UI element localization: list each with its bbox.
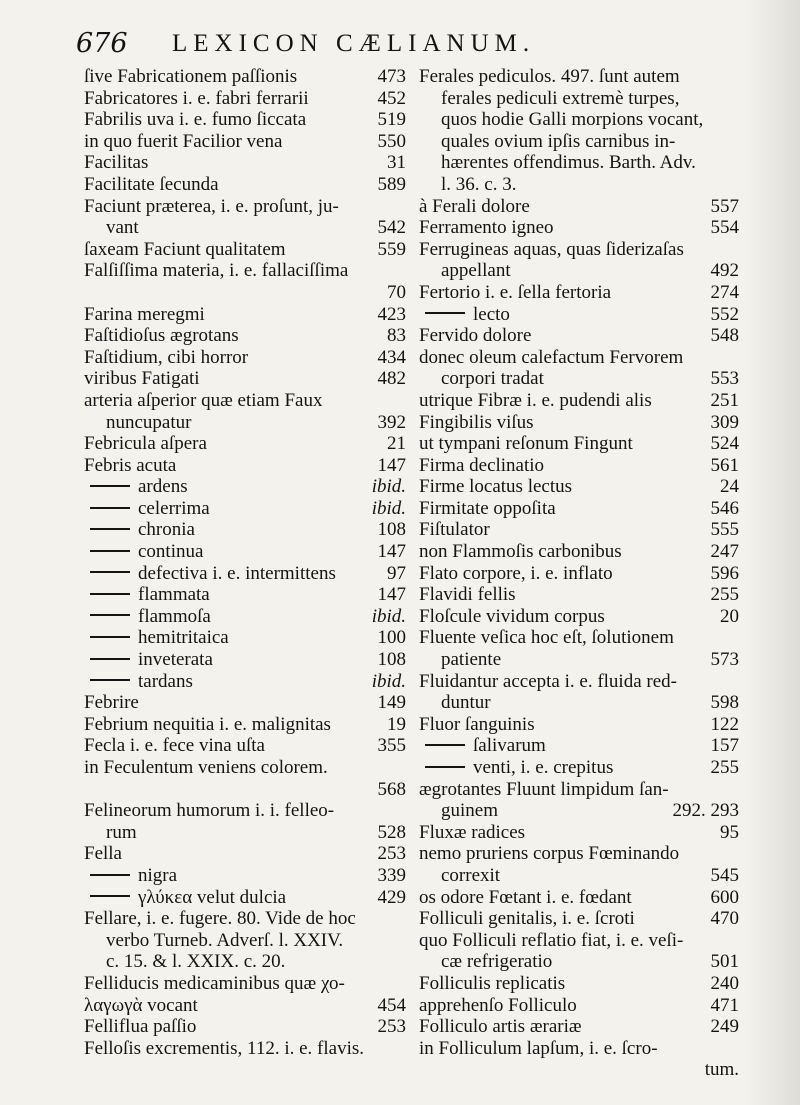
index-entry	[84, 822, 406, 844]
entry-text: Ferrugineas aquas, quas ſiderizaſas	[419, 238, 684, 260]
page-reference: 557	[710, 195, 739, 217]
page-reference: 545	[710, 864, 739, 886]
page-reference: 589	[377, 173, 406, 195]
page-reference: ibid.	[371, 605, 406, 627]
index-entry	[419, 930, 739, 952]
page-reference: 492	[710, 260, 739, 282]
page-reference: 392	[377, 411, 406, 433]
entry-text: verbo Turneb. Adverſ. l. XXIV.	[106, 929, 344, 951]
index-entry	[84, 843, 406, 865]
index-entry	[419, 455, 739, 477]
index-entry	[419, 390, 739, 412]
page-reference: 24	[720, 476, 739, 498]
index-entry	[419, 519, 739, 541]
index-entry	[419, 563, 739, 585]
ditto-dash	[90, 636, 130, 638]
index-entry	[419, 757, 739, 779]
index-entry	[419, 368, 739, 390]
entry-text	[419, 757, 613, 779]
entry-subterm: ardens	[138, 476, 188, 498]
index-entry	[84, 692, 406, 714]
ditto-dash	[425, 312, 465, 314]
page-reference: 147	[377, 584, 406, 606]
entry-text: donec oleum calefactum Fervorem	[419, 346, 684, 368]
index-entry	[419, 88, 739, 110]
index-entry	[419, 282, 739, 304]
index-entry	[84, 498, 406, 520]
index-entry	[84, 131, 406, 153]
entry-text: Flavidi fellis	[419, 584, 516, 606]
entry-text	[84, 541, 203, 563]
entry-text: Fluente veſica hoc eſt, ſolutionem	[419, 627, 674, 649]
entry-text: Felliducis medicaminibus quæ χο-	[84, 972, 345, 994]
index-entry	[84, 951, 406, 973]
page-reference: 528	[377, 821, 406, 843]
page-reference: 251	[710, 389, 739, 411]
index-entry	[84, 196, 406, 218]
page-reference: 482	[377, 368, 406, 390]
page-reference: 542	[377, 217, 406, 239]
entry-text: Folliculi genitalis, i. e. ſcroti	[419, 908, 635, 930]
page-reference: 501	[710, 951, 739, 973]
entry-text	[84, 584, 210, 606]
entry-text: Falſiſſima materia, i. e. fallaciſſima	[84, 260, 349, 282]
entry-text: Fervido dolore	[419, 325, 532, 347]
entry-text	[84, 519, 195, 541]
page-reference: 108	[377, 649, 406, 671]
entry-text: rum	[106, 821, 137, 843]
page-reference: 249	[710, 1016, 739, 1038]
index-entry	[84, 606, 406, 628]
entry-text: Febrire	[84, 692, 139, 714]
entry-text: Febricula aſpera	[84, 433, 207, 455]
page-reference: 97	[387, 562, 406, 584]
index-entry	[419, 217, 739, 239]
page-reference: 240	[710, 972, 739, 994]
index-entry	[84, 908, 406, 930]
page-reference: 19	[387, 713, 406, 735]
page-reference: 429	[377, 886, 406, 908]
page-reference: 274	[710, 281, 739, 303]
index-column-left	[84, 66, 406, 1059]
ditto-dash	[90, 571, 130, 573]
page-reference: 253	[377, 1016, 406, 1038]
entry-text: ferales pediculi extremè turpes,	[441, 87, 680, 109]
index-entry	[84, 865, 406, 887]
index-entry	[419, 498, 739, 520]
entry-text: Febrium nequitia i. e. malignitas	[84, 713, 331, 735]
index-entry	[84, 304, 406, 326]
index-entry	[84, 282, 406, 304]
entry-text	[84, 476, 188, 498]
page-reference: 83	[387, 325, 406, 347]
entry-text: Fluxæ radices	[419, 821, 526, 843]
entry-text: guinem	[441, 800, 498, 822]
page-reference: 108	[377, 519, 406, 541]
entry-text	[84, 671, 193, 693]
index-entry	[419, 973, 739, 995]
entry-text: Felloſis excrementis, 112. i. e. flavis.	[84, 1037, 365, 1059]
page-header	[76, 26, 726, 66]
entry-text	[84, 563, 336, 585]
index-entry	[419, 239, 739, 261]
page-reference: 548	[710, 325, 739, 347]
page-reference: 292. 293	[672, 800, 739, 822]
index-entry	[84, 541, 406, 563]
entry-text: Felineorum humorum i. i. felleo-	[84, 800, 335, 822]
index-entry	[84, 476, 406, 498]
index-entry	[84, 800, 406, 822]
entry-text	[419, 735, 546, 757]
page-reference: 546	[710, 497, 739, 519]
index-entry	[419, 325, 739, 347]
entry-text: Fecla i. e. fece vina uſta	[84, 735, 265, 757]
ditto-dash	[425, 766, 465, 768]
entry-text: Fiſtulator	[419, 519, 490, 541]
index-entry	[419, 1038, 739, 1060]
entry-subterm: venti, i. e. crepitus	[473, 757, 614, 778]
entry-text: Febris acuta	[84, 454, 177, 476]
entry-text: corpori tradat	[441, 368, 544, 390]
page-reference: 473	[377, 66, 406, 87]
entry-text	[84, 606, 211, 628]
entry-text: Felliflua paſſio	[84, 1016, 197, 1038]
entry-text: arteria aſperior quæ etiam Faux	[84, 389, 323, 411]
entry-subterm: hemitritaica	[138, 627, 229, 649]
entry-text: vant	[106, 217, 139, 239]
index-entry	[84, 627, 406, 649]
page-reference: 559	[377, 238, 406, 260]
index-entry	[84, 88, 406, 110]
entry-subterm: flammata	[138, 584, 210, 606]
index-entry	[84, 109, 406, 131]
index-entry	[84, 260, 406, 282]
entry-text: ſaxeam Faciunt qualitatem	[84, 238, 286, 260]
index-entry	[419, 843, 739, 865]
entry-text: utrique Fibræ i. e. pudendi alis	[419, 389, 652, 411]
index-entry	[419, 606, 739, 628]
index-entry	[419, 908, 739, 930]
entry-text: quos hodie Galli morpions vocant,	[441, 109, 704, 131]
entry-subterm: continua	[138, 541, 204, 563]
entry-text: Fluor ſanguinis	[419, 713, 535, 735]
index-entry	[84, 930, 406, 952]
index-entry	[419, 671, 739, 693]
index-entry	[419, 131, 739, 153]
entry-text: Folliculo artis ærariæ	[419, 1016, 582, 1038]
index-entry	[84, 519, 406, 541]
index-entry	[84, 217, 406, 239]
index-entry	[419, 951, 739, 973]
index-entry	[84, 1038, 406, 1060]
index-entry	[419, 995, 739, 1017]
index-entry	[84, 390, 406, 412]
entry-text: cæ refrigeratio	[441, 951, 553, 973]
page-reference: 157	[710, 735, 739, 757]
entry-text: Fingibilis viſus	[419, 411, 534, 433]
entry-text: correxit	[441, 864, 501, 886]
page-reference: 423	[377, 303, 406, 325]
index-entry	[84, 735, 406, 757]
page-reference: 70	[387, 281, 406, 303]
entry-text	[84, 865, 177, 887]
index-entry	[419, 196, 739, 218]
entry-text: λαγωγὰ vocant	[84, 994, 198, 1016]
page-reference: 555	[710, 519, 739, 541]
entry-subterm: ſalivarum	[473, 735, 546, 757]
index-entry	[84, 757, 406, 779]
entry-text: hærentes offendimus. Barth. Adv.	[441, 152, 696, 174]
entry-text: Ferales pediculos. 497. ſunt autem	[419, 66, 680, 87]
entry-text: viribus Fatigati	[84, 368, 200, 390]
entry-text: nemo pruriens corpus Fœminando	[419, 843, 680, 865]
entry-text: ægrotantes Fluunt limpidum ſan-	[419, 778, 669, 800]
page-reference: 554	[710, 217, 739, 239]
index-entry	[419, 865, 739, 887]
entry-text: Flato corpore, i. e. inflato	[419, 562, 613, 584]
page-reference: 434	[377, 346, 406, 368]
entry-subterm: chronia	[138, 519, 195, 541]
index-entry	[419, 433, 739, 455]
index-entry	[419, 304, 739, 326]
entry-text: in quo fuerit Facilior vena	[84, 130, 283, 152]
index-entry	[84, 239, 406, 261]
entry-text: in Feculentum veniens colorem.	[84, 757, 328, 778]
page-reference: 31	[387, 152, 406, 174]
page-reference: 573	[710, 649, 739, 671]
entry-text: patiente	[441, 649, 502, 671]
entry-text	[84, 498, 210, 520]
page-reference: ibid.	[371, 476, 406, 498]
entry-text: appellant	[441, 260, 511, 282]
entry-text: Fabricatores i. e. fabri ferrarii	[84, 87, 309, 109]
page-fold-shadow	[745, 0, 800, 1105]
entry-text: ſive Fabricationem paſſionis	[84, 66, 298, 87]
page-reference: 255	[710, 584, 739, 606]
page-reference: 355	[377, 735, 406, 757]
index-entry	[84, 714, 406, 736]
index-entry	[419, 66, 739, 88]
entry-text: Fella	[84, 843, 122, 865]
index-entry	[84, 66, 406, 88]
entry-text: quo Folliculi reflatio fiat, i. e. veſi-	[419, 929, 684, 951]
page-reference: tum.	[704, 1059, 739, 1081]
entry-text: quales ovium ipſis carnibus in-	[441, 130, 676, 152]
ditto-dash	[425, 744, 465, 746]
running-title: LEXICON CÆLIANUM.	[172, 30, 536, 57]
page-reference: 598	[710, 692, 739, 714]
page-reference: ibid.	[371, 497, 406, 519]
page-reference: 596	[710, 562, 739, 584]
page-reference: 21	[387, 433, 406, 455]
index-column-right	[419, 66, 739, 1081]
page-reference: 600	[710, 886, 739, 908]
page-reference: ibid.	[371, 670, 406, 692]
entry-text: nuncupatur	[106, 411, 192, 433]
index-entry	[84, 887, 406, 909]
index-entry	[419, 1016, 739, 1038]
entry-text: apprehenſo Folliculo	[419, 994, 577, 1016]
entry-text	[84, 649, 213, 671]
index-entry	[419, 347, 739, 369]
entry-text: Firme locatus lectus	[419, 476, 573, 498]
page-reference: 470	[710, 908, 739, 930]
page-reference: 553	[710, 368, 739, 390]
index-entry	[84, 433, 406, 455]
ditto-dash	[90, 485, 130, 487]
entry-text	[419, 304, 510, 326]
entry-text: Faſtidium, cibi horror	[84, 346, 249, 368]
ditto-dash	[90, 614, 130, 616]
index-entry	[84, 174, 406, 196]
index-entry	[419, 692, 739, 714]
entry-text: l. 36. c. 3.	[441, 173, 517, 195]
entry-text	[84, 887, 286, 909]
page-reference: 454	[377, 994, 406, 1016]
index-entry	[84, 584, 406, 606]
entry-subterm: nigra	[138, 864, 178, 886]
entry-text: Ferramento igneo	[419, 217, 554, 239]
page-reference: 147	[377, 541, 406, 563]
page-reference: 309	[710, 411, 739, 433]
page-number: 676	[76, 28, 128, 59]
entry-subterm: flammoſa	[138, 605, 211, 627]
entry-text: Fertorio i. e. ſella fertoria	[419, 281, 612, 303]
entry-text: Fellare, i. e. fugere. 80. Vide de hoc	[84, 908, 356, 930]
index-entry	[419, 800, 739, 822]
index-entry	[84, 412, 406, 434]
index-entry	[419, 584, 739, 606]
index-entry	[84, 325, 406, 347]
page-reference: 471	[710, 994, 739, 1016]
index-entry	[419, 412, 739, 434]
page-reference: 122	[710, 713, 739, 735]
entry-subterm: tardans	[138, 670, 193, 692]
ditto-dash	[90, 550, 130, 552]
page-reference: 100	[377, 627, 406, 649]
ditto-dash	[90, 528, 130, 530]
index-entry	[84, 347, 406, 369]
index-entry	[419, 779, 739, 801]
index-entry	[419, 735, 739, 757]
page-reference: 552	[710, 303, 739, 325]
entry-text: in Folliculum lapſum, i. e. ſcro-	[419, 1037, 658, 1059]
entry-subterm: defectiva i. e. intermittens	[138, 562, 336, 584]
page-reference: 247	[710, 541, 739, 563]
index-entry	[84, 563, 406, 585]
entry-text: Firmitate oppoſita	[419, 497, 556, 519]
ditto-dash	[90, 593, 130, 595]
index-entry	[419, 1059, 739, 1081]
entry-text: c. 15. & l. XXIX. c. 20.	[106, 951, 286, 973]
entry-text: Facilitate ſecunda	[84, 173, 219, 195]
entry-subterm: γλύκεα velut dulcia	[138, 886, 287, 908]
page-reference: 253	[377, 843, 406, 865]
entry-text: Farina meregmi	[84, 303, 205, 325]
index-entry	[419, 152, 739, 174]
index-entry	[419, 174, 739, 196]
page-reference: 20	[720, 605, 739, 627]
entry-subterm: lecto	[473, 303, 510, 325]
index-entry	[419, 476, 739, 498]
entry-text: Faſtidioſus ægrotans	[84, 325, 239, 347]
entry-subterm: celerrima	[138, 497, 210, 519]
ditto-dash	[90, 874, 130, 876]
index-entry	[84, 152, 406, 174]
entry-text: Firma declinatio	[419, 454, 545, 476]
index-entry	[84, 995, 406, 1017]
index-entry	[419, 822, 739, 844]
index-entry	[84, 455, 406, 477]
entry-text: à Ferali dolore	[419, 195, 530, 217]
index-entry	[84, 973, 406, 995]
entry-text	[84, 627, 229, 649]
index-entry	[419, 260, 739, 282]
entry-text: duntur	[441, 692, 491, 714]
page-reference: 95	[720, 821, 739, 843]
index-entry	[419, 541, 739, 563]
entry-text: Floſcule vividum corpus	[419, 605, 605, 627]
ditto-dash	[90, 658, 130, 660]
page-reference: 568	[377, 778, 406, 800]
page-reference: 147	[377, 454, 406, 476]
entry-subterm: inveterata	[138, 649, 213, 671]
entry-text: Fluidantur accepta i. e. fluida red-	[419, 670, 677, 692]
index-entry	[84, 649, 406, 671]
index-entry	[84, 1016, 406, 1038]
index-entry	[419, 627, 739, 649]
page-reference: 519	[377, 109, 406, 131]
page-reference: 524	[710, 433, 739, 455]
index-entry	[419, 649, 739, 671]
index-entry	[419, 109, 739, 131]
entry-text: Facilitas	[84, 152, 149, 174]
entry-text: os odore Fœtant i. e. fœdant	[419, 886, 632, 908]
page-reference: 255	[710, 757, 739, 778]
index-entry	[84, 671, 406, 693]
page-reference: 550	[377, 130, 406, 152]
ditto-dash	[90, 679, 130, 681]
index-entry	[419, 714, 739, 736]
index-entry	[84, 368, 406, 390]
index-entry	[419, 887, 739, 909]
page-reference: 339	[377, 864, 406, 886]
page-reference: 452	[377, 87, 406, 109]
page-reference: 149	[377, 692, 406, 714]
ditto-dash	[90, 507, 130, 509]
ditto-dash	[90, 895, 130, 897]
entry-text: ut tympani reſonum Fingunt	[419, 433, 633, 455]
index-entry	[84, 779, 406, 801]
page-reference: 561	[710, 454, 739, 476]
entry-text: Folliculis replicatis	[419, 972, 566, 994]
entry-text: Faciunt præterea, i. e. proſunt, ju-	[84, 195, 339, 217]
entry-text: Fabrilis uva i. e. fumo ſiccata	[84, 109, 307, 131]
entry-text: non Flammoſis carbonibus	[419, 541, 622, 563]
